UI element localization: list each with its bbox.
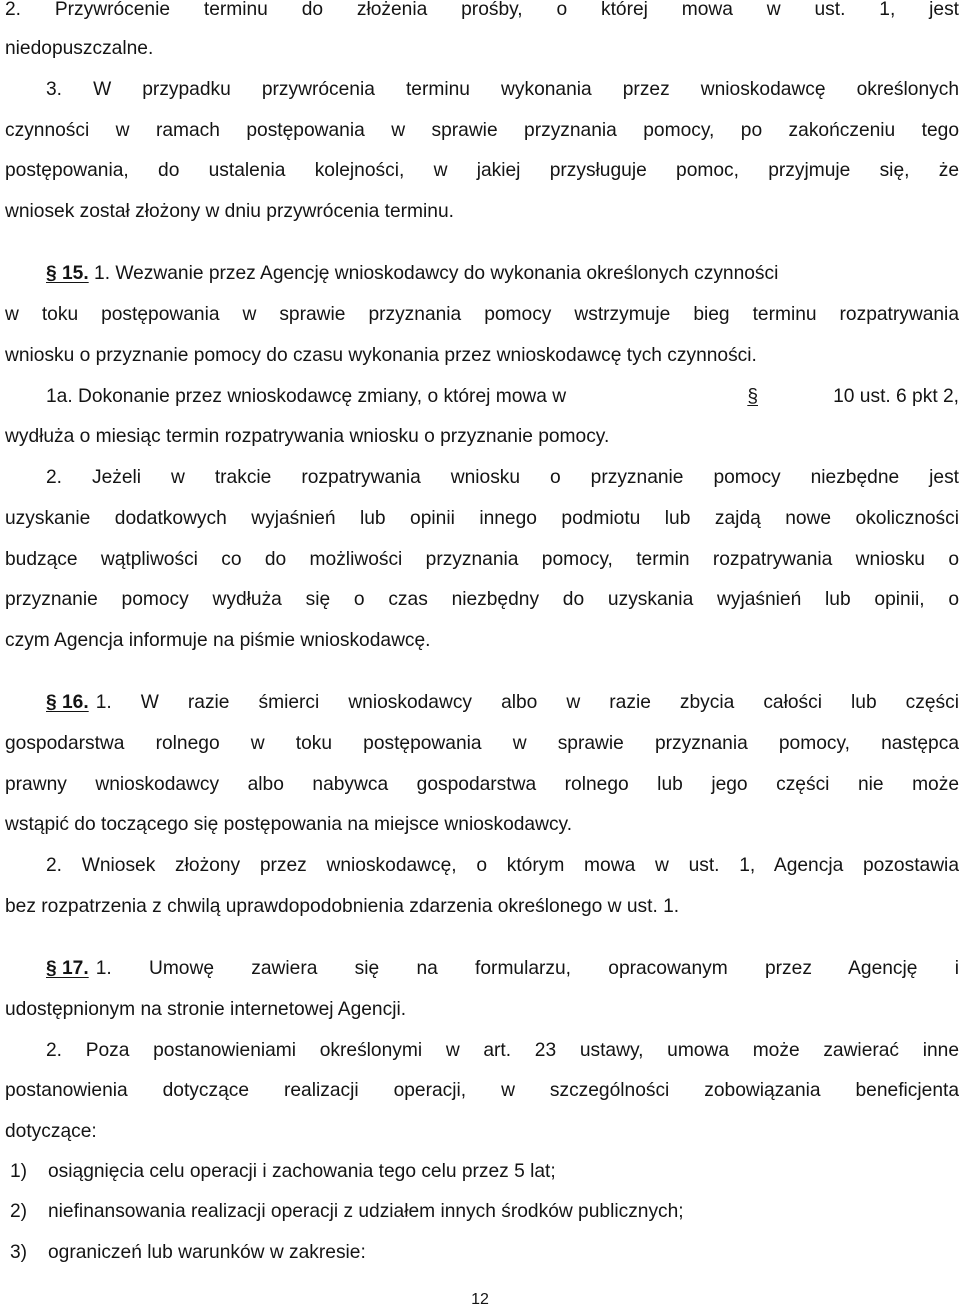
list-item (10, 1160, 960, 1184)
text-line: postanowienia dotyczące realizacji operacji, w szczególności zobowiązania beneficjenta (5, 1080, 959, 1101)
text-line: budzące wątpliwości co do możliwości przyznania pomocy, termin rozpatrywania wniosku o (5, 549, 959, 570)
text-line: 2. Jeżeli w trakcie rozpatrywania wniosku o przyznanie pomocy niezbędne jest (46, 467, 959, 488)
text-line: przyznanie pomocy wydłuża się o czas niezbędny do uzyskania wyjaśnień lub opinii, o (5, 589, 959, 610)
text-line: dotyczące: (5, 1121, 97, 1142)
text-fragment: 1a. Dokonanie przez wnioskodawcę zmiany, o której mowa w (46, 386, 567, 407)
text-fragment: 1. Umowę zawiera się na formularzu, opracowanym przez Agencję i (95, 958, 959, 979)
text-line: udostępnionym na stronie internetowej Agencji. (5, 999, 407, 1020)
list-item-text: ograniczeń lub warunków w zakresie: (48, 1242, 366, 1263)
section-marker: § 17. (46, 958, 89, 979)
section-17-first-line (46, 957, 959, 981)
text-fragment: 10 ust. 6 pkt 2, (833, 386, 959, 407)
text-line: prawny wnioskodawcy albo nabywca gospodarstwa rolnego lub jego części nie może (5, 774, 959, 795)
text-fragment: 1. Wezwanie przez Agencję wnioskodawcy do wykonania określonych czynności (94, 263, 779, 284)
text-line: 2. Przywrócenie terminu do złożenia prośby, o której mowa w ust. 1, jest (5, 0, 959, 20)
list-item-text: osiągnięcia celu operacji i zachowania tego celu przez 5 lat; (48, 1161, 556, 1182)
text-line: czym Agencja informuje na piśmie wnioskodawcę. (5, 630, 431, 651)
text-line: bez rozpatrzenia z chwilą uprawdopodobnienia zdarzenia określonego w ust. 1. (5, 896, 680, 917)
text-fragment: 1. W razie śmierci wnioskodawcy albo w razie zbycia całości lub części (95, 692, 959, 713)
list-item-number: 2) (10, 1201, 28, 1222)
text-line: postępowania, do ustalenia kolejności, w jakiej przysługuje pomoc, przyjmuje się, że (5, 160, 959, 181)
text-line: 3. W przypadku przywrócenia terminu wykonania przez wnioskodawcę określonych (46, 79, 959, 100)
list-item-number: 1) (10, 1161, 28, 1182)
list-item-text: niefinansowania realizacji operacji z udziałem innych środków publicznych; (48, 1201, 684, 1222)
list-item-number: 3) (10, 1242, 28, 1263)
text-line: gospodarstwa rolnego w toku postępowania w sprawie przyznania pomocy, następca (5, 733, 959, 754)
text-line (46, 385, 959, 409)
text-line: w toku postępowania w sprawie przyznania pomocy wstrzymuje bieg terminu rozpatrywania (5, 304, 959, 325)
text-line: wniosku o przyznanie pomocy do czasu wykonania przez wnioskodawcę tych czynności. (5, 345, 757, 366)
list-item (10, 1241, 960, 1265)
text-line: 2. Wniosek złożony przez wnioskodawcę, o którym mowa w ust. 1, Agencja pozostawia (46, 855, 959, 876)
text-line: wydłuża o miesiąc termin rozpatrywania wniosku o przyznanie pomocy. (5, 426, 610, 447)
section-ref: § (747, 386, 758, 407)
text-line: niedopuszczalne. (5, 38, 154, 59)
text-line: 2. Poza postanowieniami określonymi w art. 23 ustawy, umowa może zawierać inne (46, 1040, 959, 1061)
section-marker: § 15. (46, 263, 89, 284)
list-item (10, 1200, 960, 1224)
text-line: wniosek został złożony w dniu przywrócenia terminu. (5, 201, 454, 222)
text-line: uzyskanie dodatkowych wyjaśnień lub opinii innego podmiotu lub zajdą nowe okoliczności (5, 508, 959, 529)
page-number: 12 (471, 1291, 489, 1308)
section-15-first-line (46, 262, 959, 286)
section-16-first-line (46, 691, 959, 715)
text-line: czynności w ramach postępowania w sprawie przyznania pomocy, po zakończeniu tego (5, 120, 959, 141)
section-marker: § 16. (46, 692, 89, 713)
text-line: wstąpić do toczącego się postępowania na miejsce wnioskodawcy. (5, 814, 573, 835)
